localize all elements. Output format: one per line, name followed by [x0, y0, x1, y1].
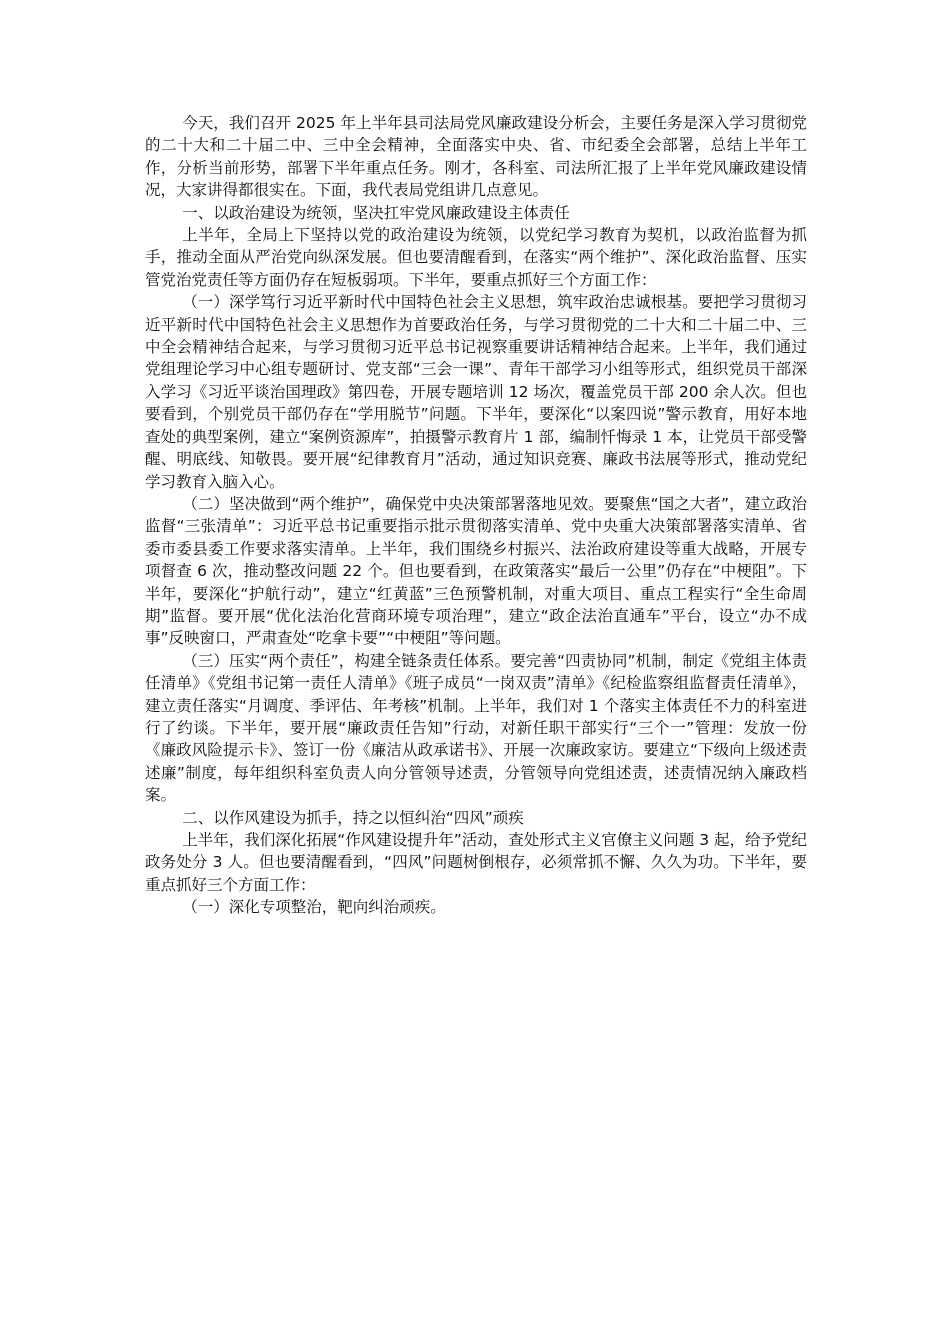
- section-heading-1: 一、以政治建设为统领，坚决扛牢党风廉政建设主体责任: [182, 203, 570, 222]
- document-body: [145, 112, 807, 919]
- section-1-item-1-paragraph: （一）深学笃行习近平新时代中国特色社会主义思想，筑牢政治忠诚根基。要把学习贯彻习近平新时代中国特色社会主义思想作为首要政治任务，与学习贯彻党的二十大和二十届二中、三中全会精神结合起来，与学习贯彻习近平总书记视察重要讲话精神结合起来。上半年，我们通过党组理论学习中心组专题研讨、党支部“三会一课”、青年干部学习小组等形式，组织党员干部深入学习《习近平谈治国理政》第四卷，开展专题培训 12 场次，覆盖党员干部 200 余人次。但也要看到，个别党员干部仍存在“学用脱节”问题。下半年，要深化“以案四说”警示教育，用好本地查处的典型案例，建立“案例资源库”，拍摄警示教育片 1 部，编制忏悔录 1 本，让党员干部受警醒、明底线、知敬畏。要开展“纪律教育月”活动，通过知识竞赛、廉政书法展等形式，推动党纪学习教育入脑入心。: [145, 293, 807, 491]
- section-2-summary-paragraph: 上半年，我们深化拓展“作风建设提升年”活动，查处形式主义官僚主义问题 3 起，给予党纪政务处分 3 人。但也要清醒看到，“四风”问题树倒根存，必须常抓不懈、久久为功。下半年，要重点抓好三个方面工作：: [145, 831, 807, 894]
- intro-paragraph: 今天，我们召开 2025 年上半年县司法局党风廉政建设分析会，主要任务是深入学习贯彻党的二十大和二十届二中、三中全会精神，全面落实中央、省、市纪委全会部署，总结上半年工作，分析当前形势，部署下半年重点任务。刚才，各科室、司法所汇报了上半年党风廉政建设情况，大家讲得都很实在。下面，我代表局党组讲几点意见。: [145, 114, 807, 200]
- section-1-item-2-paragraph: （二）坚决做到“两个维护”，确保党中央决策部署落地见效。要聚焦“国之大者”，建立政治监督“三张清单”：习近平总书记重要指示批示贯彻落实清单、党中央重大决策部署落实清单、省委市委县委工作要求落实清单。上半年，我们围绕乡村振兴、法治政府建设等重大战略，开展专项督查 6 次，推动整改问题 22 个。但也要看到，在政策落实“最后一公里”仍存在“中梗阻”。下半年，要深化“护航行动”，建立“红黄蓝”三色预警机制，对重大项目、重点工程实行“全生命周期”监督。要开展“优化法治化营商环境专项治理”，建立“政企法治直通车”平台，设立“办不成事”反映窗口，严肃查处“吃拿卡要”“中梗阻”等问题。: [145, 494, 807, 648]
- section-1-summary-paragraph: 上半年，全局上下坚持以党的政治建设为统领，以党纪学习教育为契机，以政治监督为抓手，推动全面从严治党向纵深发展。但也要清醒看到，在落实“两个维护”、深化政治监督、压实管党治党责任等方面仍存在短板弱项。下半年，要重点抓好三个方面工作：: [145, 226, 807, 289]
- section-2-item-1-paragraph: （一）深化专项整治，靶向纠治顽疾。: [182, 898, 446, 917]
- section-heading-2: 二、以作风建设为抓手，持之以恒纠治“四风”顽疾: [182, 808, 524, 827]
- section-1-item-3-paragraph: （三）压实“两个责任”，构建全链条责任体系。要完善“四责协同”机制，制定《党组主体责任清单》《党组书记第一责任人清单》《班子成员“一岗双责”清单》《纪检监察组监督责任清单》，建立责任落实“月调度、季评估、年考核”机制。上半年，我们对 1 个落实主体责任不力的科室进行了约谈。下半年，要开展“廉政责任告知”行动，对新任职干部实行“三个一”管理：发放一份《廉政风险提示卡》、签订一份《廉洁从政承诺书》、开展一次廉政家访。要建立“下级向上级述责述廉”制度，每年组织科室负责人向分管领导述责，分管领导向党组述责，述责情况纳入廉政档案。: [145, 651, 807, 805]
